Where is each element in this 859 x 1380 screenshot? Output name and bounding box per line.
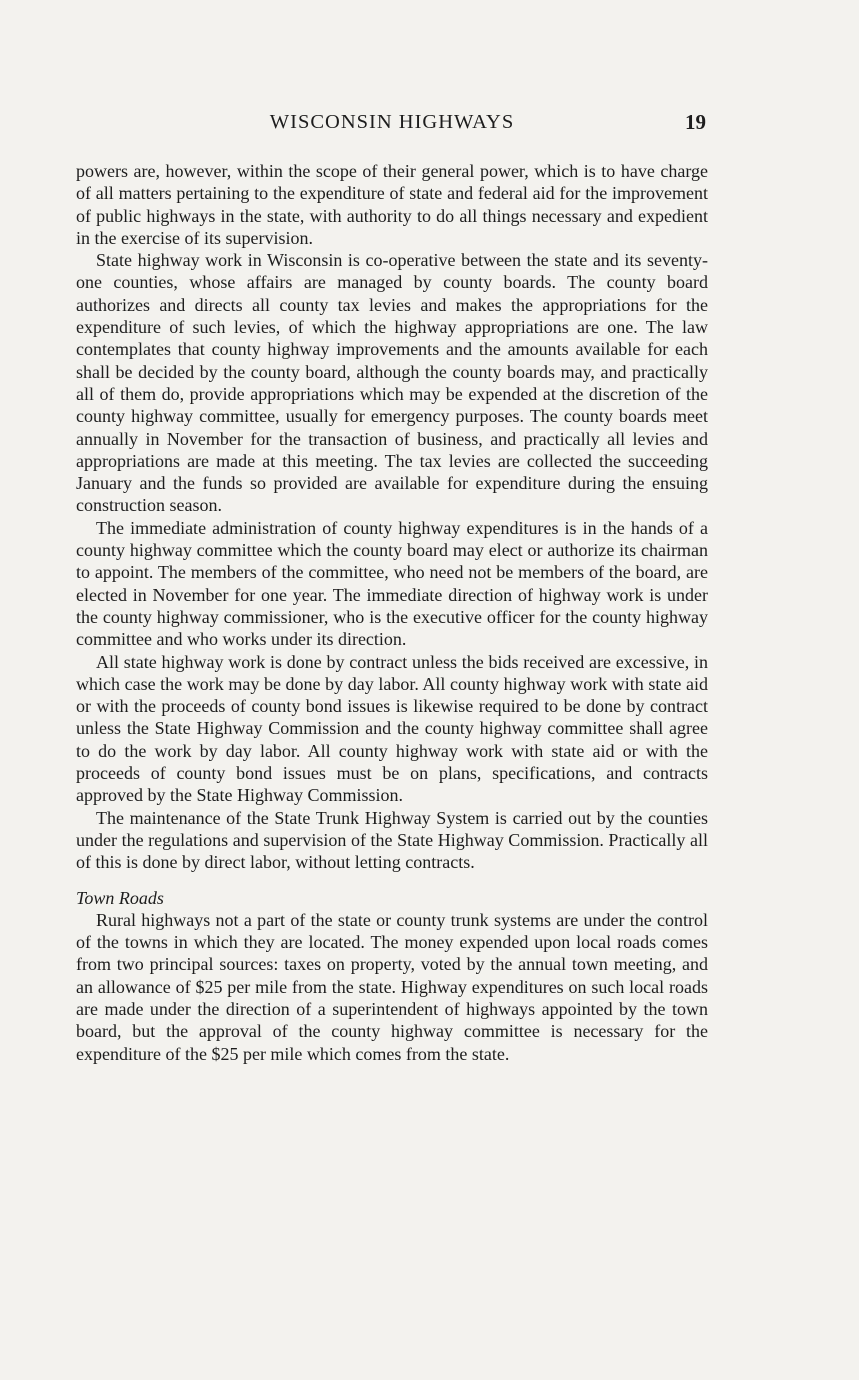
paragraph-county-administration: The immediate administration of county highway expenditures is in the hands of a county highway committee which the county board may elect or authorize its chairman to appoint. The members of the committee, who need not be members of the board, are elected in November for one year. The immediate direction of highway work is under the county highway commissioner, who is the executive officer for the county highway committee and who works under its direction.: [76, 517, 708, 650]
page-number: 19: [685, 110, 706, 134]
running-title: WISCONSIN HIGHWAYS: [269, 111, 515, 133]
paragraph-contracts: All state highway work is done by contract unless the bids received are excessive, in which case the work may be done by day labor. All county highway work with state aid or with the proceeds of county bond issues is likewise required to be done by contract unless the State Highway Commission and the county highway committee shall agree to do the work by day labor. All county highway work with state aid or with the proceeds of county bond issues must be on plans, specifications, and contracts approved by the State Highway Commission.: [76, 651, 708, 806]
body-text: [76, 160, 708, 1065]
running-head: [76, 106, 708, 138]
paragraph-maintenance: The maintenance of the State Trunk Highway System is carried out by the counties under the regulations and supervision of the State Highway Commission. Practically all of this is done by direct labor, without letting contracts.: [76, 807, 708, 873]
paragraph-continued: powers are, however, within the scope of their general power, which is to have charge of all matters pertaining to the expenditure of state and federal aid for the improvement of public highways in the state, with authority to do all things necessary and expedient in the exercise of its supervision.: [76, 161, 708, 248]
paragraph-town-roads: Rural highways not a part of the state or county trunk systems are under the control of the towns in which they are located. The money expended upon local roads comes from two principal sources: taxes on property, voted by the annual town meeting, and an allowance of $25 per mile from the state. Highway expenditures on such local roads are made under the direction of a superintendent of highways appointed by the town board, but the approval of the county highway committee is necessary for the expenditure of the $25 per mile which comes from the state.: [76, 909, 708, 1064]
paragraph-cooperative-work: State highway work in Wisconsin is co-operative between the state and its seventy-one counties, whose affairs are managed by county boards. The county board authorizes and directs all county tax levies and makes the appropriations for the expenditure of such levies, of which the highway appropriations are one. The law contemplates that county highway improvements and the amounts available for each shall be decided by the county board, although the county boards may, and practically all of them do, provide appropriations which may be expended at the discretion of the county highway committee, usually for emergency purposes. The county boards meet annually in November for the transaction of business, and practically all levies and appropriations are made at this meeting. The tax levies are collected the succeeding January and the funds so provided are available for expenditure during the ensuing construction season.: [76, 250, 708, 516]
section-heading-town-roads: Town Roads: [76, 887, 164, 908]
